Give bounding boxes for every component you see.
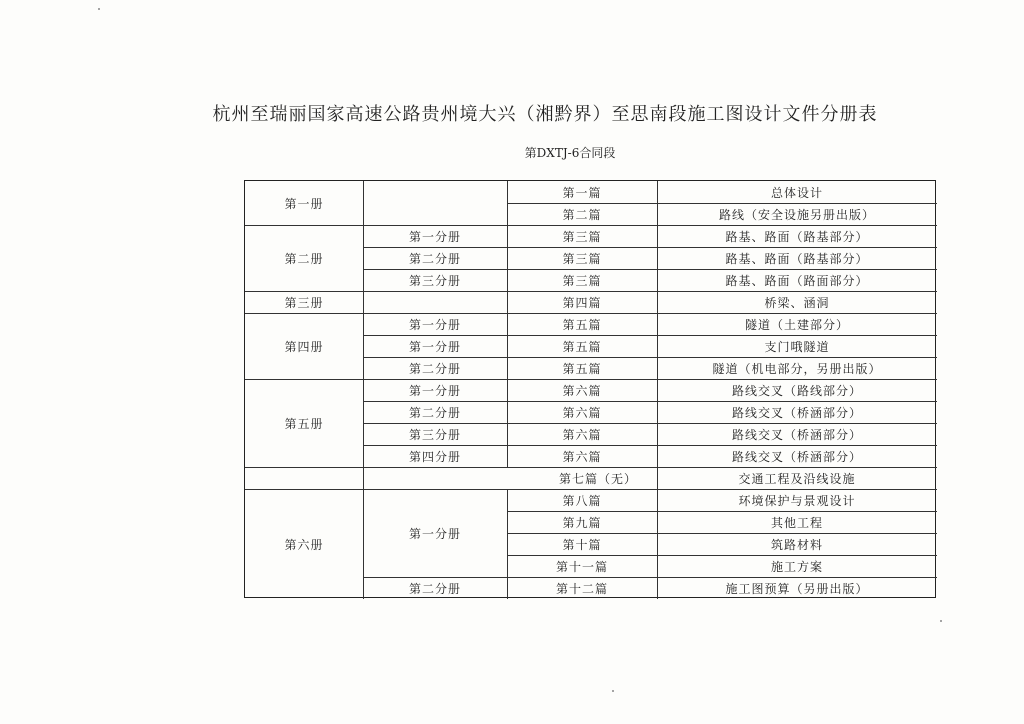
chapter-label: 第七篇（无）	[558, 471, 637, 486]
content-title: 路基、路面（路基部分）	[725, 251, 869, 266]
volume-label: 第一册	[284, 196, 324, 211]
volume-label: 第三册	[284, 295, 324, 310]
content-title: 交通工程及沿线设施	[738, 471, 856, 486]
content-title: 施工方案	[770, 559, 823, 574]
volume-table	[244, 180, 936, 598]
chapter-label: 第九篇	[562, 515, 602, 530]
content-title: 路基、路面（路基部分）	[725, 229, 869, 244]
document-title: 杭州至瑞丽国家高速公路贵州境大兴（湘黔界）至思南段施工图设计文件分册表	[212, 104, 878, 125]
subvolume-label: 第二分册	[408, 251, 461, 266]
chapter-label: 第五篇	[562, 339, 602, 354]
volume-label: 第五册	[284, 416, 324, 431]
chapter-label: 第六篇	[562, 427, 602, 442]
volume-label: 第二册	[284, 251, 324, 266]
subvolume-label: 第二分册	[408, 405, 461, 420]
chapter-label: 第三篇	[562, 229, 602, 244]
subvolume-label: 第四分册	[408, 449, 461, 464]
chapter-label: 第十篇	[562, 537, 602, 552]
content-title: 路线交叉（桥涵部分）	[731, 449, 862, 464]
content-title: 其他工程	[770, 515, 823, 530]
subvolume-label: 第一分册	[408, 526, 461, 541]
subvolume-label: 第一分册	[408, 229, 461, 244]
chapter-label: 第五篇	[562, 317, 602, 332]
content-title: 隧道（土建部分）	[744, 317, 849, 332]
subvolume-label: 第二分册	[408, 581, 461, 596]
contract-section-label: 第DXTJ-6合同段	[524, 146, 616, 160]
content-title: 路基、路面（路面部分）	[725, 273, 869, 288]
content-title: 支门哦隧道	[764, 339, 830, 354]
content-title: 桥梁、涵洞	[764, 295, 830, 310]
content-title: 路线交叉（桥涵部分）	[731, 427, 862, 442]
content-title: 筑路材料	[770, 537, 823, 552]
chapter-label: 第十二篇	[555, 581, 608, 596]
scan-speck	[612, 690, 614, 692]
subvolume-label: 第一分册	[408, 383, 461, 398]
chapter-label: 第三篇	[562, 251, 602, 266]
content-title: 路线交叉（桥涵部分）	[731, 405, 862, 420]
subvolume-label: 第三分册	[408, 273, 461, 288]
subvolume-label: 第三分册	[408, 427, 461, 442]
chapter-label: 第二篇	[562, 207, 602, 222]
subvolume-label: 第一分册	[408, 317, 461, 332]
scan-speck	[98, 8, 100, 10]
chapter-label: 第六篇	[562, 383, 602, 398]
content-title: 路线（安全设施另册出版）	[718, 207, 875, 222]
chapter-label: 第六篇	[562, 405, 602, 420]
subvolume-label: 第一分册	[408, 339, 461, 354]
volume-label: 第四册	[284, 339, 324, 354]
content-title: 路线交叉（路线部分）	[731, 383, 862, 398]
content-title: 环境保护与景观设计	[738, 493, 856, 508]
chapter-label: 第六篇	[562, 449, 602, 464]
chapter-label: 第五篇	[562, 361, 602, 376]
scan-speck	[940, 620, 942, 622]
chapter-label: 第三篇	[562, 273, 602, 288]
content-title: 施工图预算（另册出版）	[725, 581, 869, 596]
subvolume-label: 第二分册	[408, 361, 461, 376]
chapter-label: 第八篇	[562, 493, 602, 508]
chapter-label: 第一篇	[562, 185, 602, 200]
content-title: 隧道（机电部分，另册出版）	[712, 361, 882, 376]
chapter-label: 第十一篇	[555, 559, 608, 574]
volume-label: 第六册	[284, 537, 324, 552]
content-title: 总体设计	[770, 185, 823, 200]
chapter-label: 第四篇	[562, 295, 602, 310]
